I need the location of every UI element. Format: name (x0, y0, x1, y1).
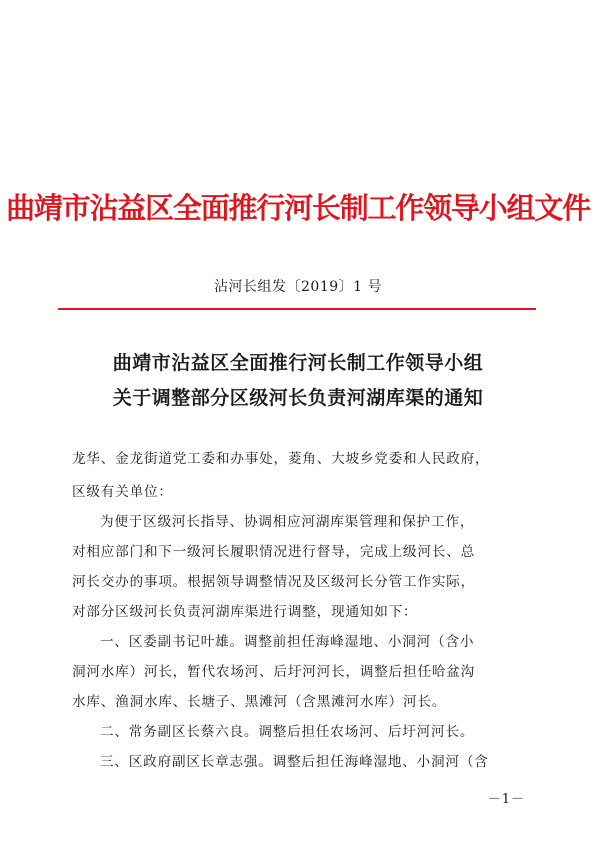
red-divider-line (58, 308, 536, 310)
body-line: 水库、渔洞水库、长塘子、黑滩河（含黑滩河水库）河长。 (72, 694, 447, 710)
body-line: 对相应部门和下一级河长履职情况进行督导，完成上级河长、总 (72, 544, 476, 560)
body-line: 河长交办的事项。根据领导调整情况及区级河长分管工作实际， (72, 574, 476, 590)
body-line: 对部分区级河长负责河湖库渠进行调整，现通知如下： (72, 604, 418, 620)
notice-title-line-1: 曲靖市沾益区全面推行河长制工作领导小组 (112, 352, 484, 374)
body-line: 区级有关单位： (72, 484, 173, 500)
body-line: 三、区政府副区长章志强。调整后担任海峰湿地、小洞河（含 (100, 754, 489, 770)
document-header-title: 曲靖市沾益区全面推行河长制工作领导小组文件 (6, 191, 590, 225)
body-line: 一、区委副书记叶雄。调整前担任海峰湿地、小洞河（含小 (100, 634, 475, 650)
body-line: 为便于区级河长指导、协调相应河湖库渠管理和保护工作， (100, 514, 475, 530)
document-number: 沾河长组发〔2019〕1 号 (214, 279, 382, 295)
body-line: 龙华、金龙街道党工委和办事处，菱角、大坡乡党委和人民政府， (72, 451, 490, 467)
body-line: 二、常务副区长蔡六良。调整后担任农场河、后圩河河长。 (100, 724, 475, 740)
notice-title-line-2: 关于调整部分区级河长负责河湖库渠的通知 (112, 387, 484, 409)
body-line: 洞河水库）河长，暂代农场河、后圩河河长，调整后担任哈盆沟 (72, 664, 476, 680)
page-number: －1－ (487, 792, 525, 807)
